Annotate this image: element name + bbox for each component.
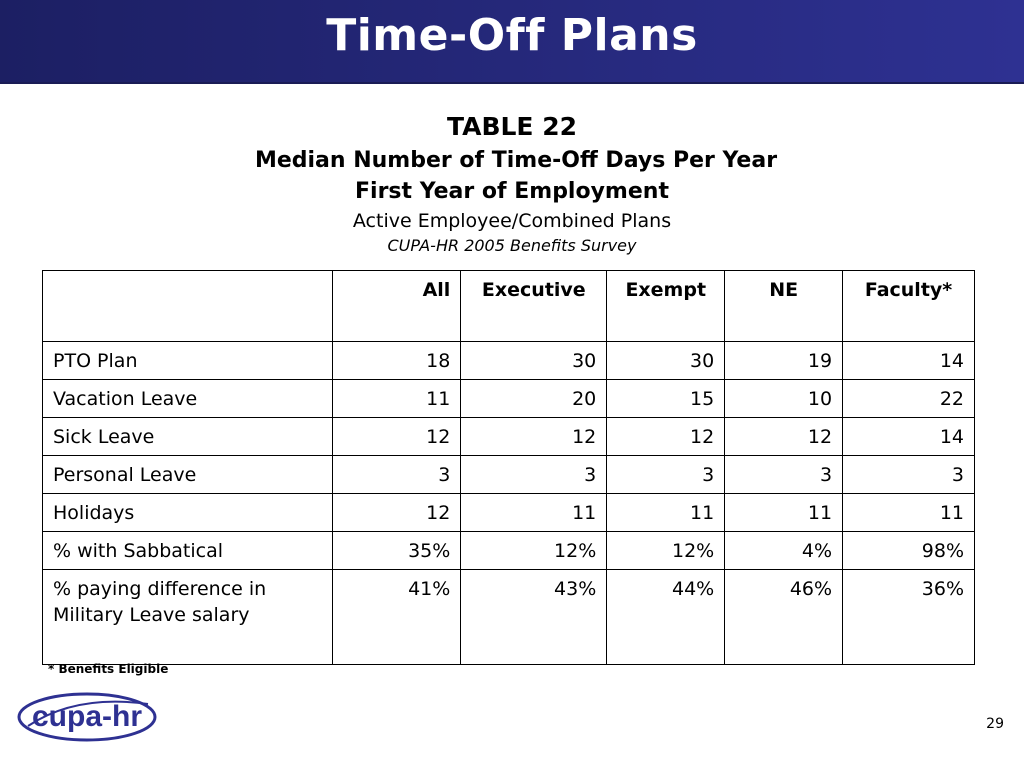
cell-all: 12 [332,418,461,456]
cell-faculty: 14 [843,418,975,456]
cell-executive: 20 [461,380,607,418]
table-row [43,380,975,418]
cell-faculty: 14 [843,342,975,380]
table-row [43,456,975,494]
cell-exempt: 11 [607,494,725,532]
row-label-line1: % paying difference in [53,578,267,600]
header-executive: Executive [461,271,607,342]
header-ne: NE [725,271,843,342]
cell-executive: 12 [461,418,607,456]
cell-exempt: 30 [607,342,725,380]
cell-executive: 30 [461,342,607,380]
cell-ne: 4% [725,532,843,570]
cell-all: 18 [332,342,461,380]
table-number: TABLE 22 [446,112,578,141]
cell-ne: 12 [725,418,843,456]
cell-exempt: 12 [607,418,725,456]
cupa-hr-logo [16,690,158,742]
row-label [43,570,333,665]
cell-faculty: 11 [843,494,975,532]
footnote: * Benefits Eligible [48,662,169,676]
row-label: PTO Plan [43,342,333,380]
cell-ne: 3 [725,456,843,494]
cell-all: 35% [332,532,461,570]
table-row [43,532,975,570]
logo-text: cupa-hr [31,700,143,733]
table-source: CUPA-HR 2005 Benefits Survey [387,236,637,255]
header-blank [43,271,333,342]
cell-all: 12 [332,494,461,532]
row-label: Holidays [43,494,333,532]
table-row [43,342,975,380]
cell-executive: 12% [461,532,607,570]
header-all: All [332,271,461,342]
row-label: Vacation Leave [43,380,333,418]
cell-all: 11 [332,380,461,418]
cell-exempt: 15 [607,380,725,418]
cell-exempt: 12% [607,532,725,570]
page-title: Time-Off Plans [326,10,698,61]
cell-faculty: 3 [843,456,975,494]
title-banner [0,0,1024,84]
cell-ne: 10 [725,380,843,418]
row-label: Sick Leave [43,418,333,456]
table-row [43,418,975,456]
row-label: Personal Leave [43,456,333,494]
cell-exempt: 3 [607,456,725,494]
cell-executive: 43% [461,570,607,665]
cell-faculty: 98% [843,532,975,570]
cell-executive: 3 [461,456,607,494]
cell-executive: 11 [461,494,607,532]
page-number: 29 [986,716,1004,732]
cell-all: 3 [332,456,461,494]
table-row [43,570,975,665]
row-label: % with Sabbatical [43,532,333,570]
table-row [43,494,975,532]
time-off-table [42,270,975,665]
cell-faculty: 36% [843,570,975,665]
header-exempt: Exempt [607,271,725,342]
header-row [43,271,975,342]
cell-ne: 46% [725,570,843,665]
table-population: Active Employee/Combined Plans [352,210,672,232]
cell-faculty: 22 [843,380,975,418]
row-label-line2: Military Leave salary [53,604,250,626]
cell-ne: 19 [725,342,843,380]
header-faculty: Faculty* [843,271,975,342]
table-title: Median Number of Time-Off Days Per Year [254,148,778,173]
cell-ne: 11 [725,494,843,532]
cell-exempt: 44% [607,570,725,665]
table-subtitle: First Year of Employment [355,179,669,204]
cell-all: 41% [332,570,461,665]
